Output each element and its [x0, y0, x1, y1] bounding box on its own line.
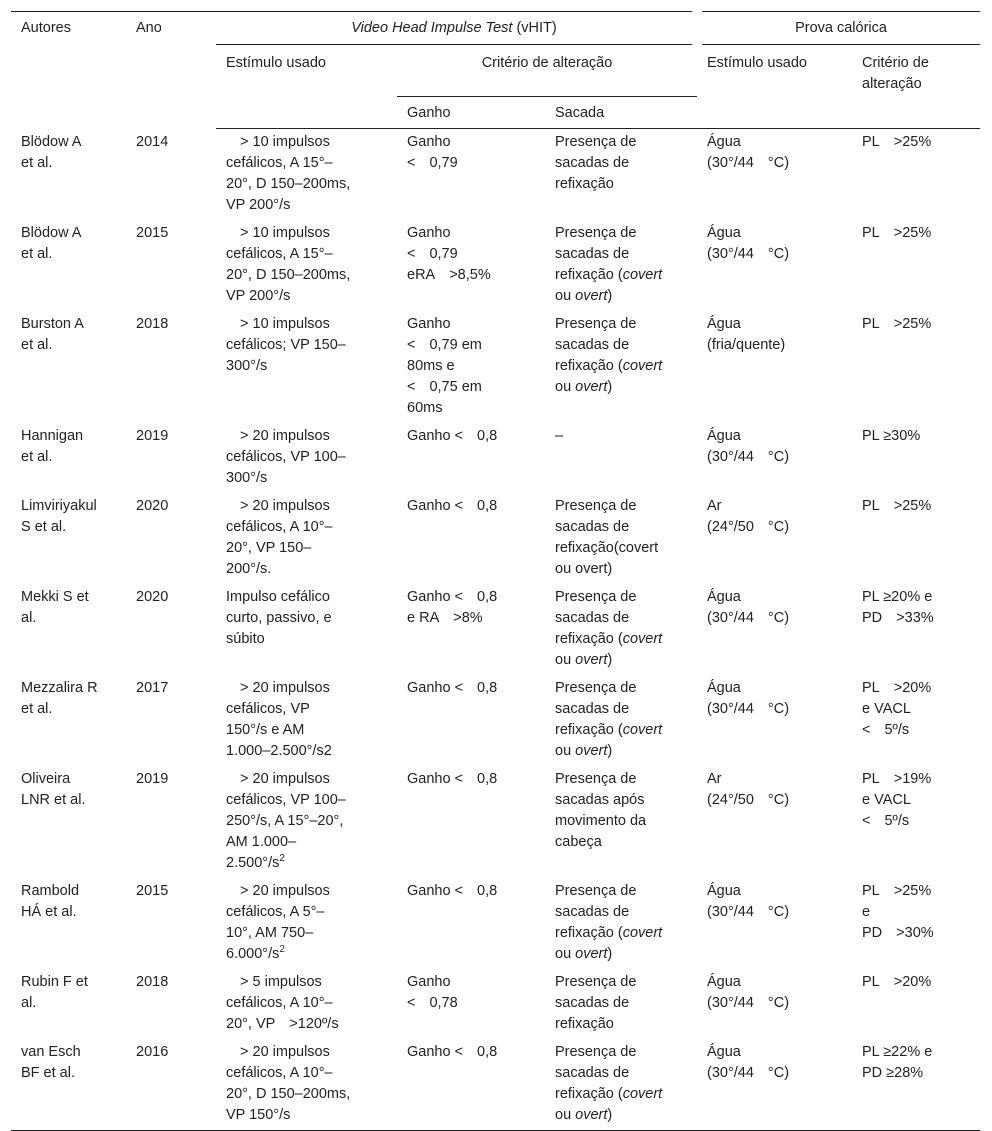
- cell-sacada: Presença de sacadas após movimento da cabeça: [555, 771, 647, 850]
- cell-autores: Blödow A et al.: [21, 225, 82, 262]
- table-header: [11, 12, 980, 129]
- cell-ganho: Ganho < 0,8 e RA >8%: [407, 589, 498, 626]
- header-criterio-alteracao: Critério de alteração: [397, 45, 697, 97]
- cell-estimulo: > 10 impulsos cefálicos, A 15°– 20°, D 150–200ms, VP 200°/s: [226, 134, 351, 213]
- cell-sacada: Presença de sacadas de refixação (covert ou overt): [555, 883, 663, 962]
- cell-autores: Rambold HÁ et al.: [21, 883, 80, 920]
- cell-estimulo-calorica: Água (30°/44 °C): [707, 589, 790, 626]
- cell-sacada: Presença de sacadas de refixação(covert ou overt): [555, 498, 659, 577]
- cell-sacada: Presença de sacadas de refixação: [555, 134, 637, 192]
- table-row: [11, 220, 980, 311]
- cell-estimulo: > 10 impulsos cefálicos, A 15°– 20°, D 150–200ms, VP 200°/s: [226, 225, 351, 304]
- cell-autores: Blödow A et al.: [21, 133, 82, 171]
- cell-estimulo: > 10 impulsos cefálicos; VP 150– 300°/s: [226, 316, 346, 374]
- cell-ano: 2020: [136, 498, 169, 514]
- header-estimulo-calorica: Estímulo usado: [697, 45, 852, 129]
- cell-estimulo: > 20 impulsos cefálicos, A 10°– 20°, VP 150– 200°/s.: [226, 498, 333, 577]
- cell-ano: 2015: [136, 225, 169, 241]
- cell-estimulo-calorica: Água (30°/44 °C): [707, 680, 790, 717]
- cell-autores: Oliveira LNR et al.: [21, 771, 86, 808]
- cell-ano: 2018: [136, 974, 169, 990]
- header-prova-calorica: Prova calórica: [697, 12, 980, 45]
- header-ano: Ano: [136, 12, 216, 129]
- cell-autores: Mekki S et al.: [21, 589, 89, 626]
- cell-estimulo: > 20 impulsos cefálicos, VP 150°/s e AM 1.000–2.500°/s2: [226, 680, 332, 759]
- cell-estimulo-calorica: Ar (24°/50 °C): [707, 771, 790, 808]
- cell-ano: 2018: [136, 316, 169, 332]
- cell-criterio-calorica: PL >25% e PD >30%: [862, 883, 934, 941]
- cell-ganho: Ganho < 0,79: [407, 134, 458, 171]
- header-criterio-calorica: Critério de alteração: [852, 45, 980, 129]
- cell-ganho: Ganho < 0,79 eRA >8,5%: [407, 225, 491, 283]
- cell-autores: Hannigan et al.: [21, 428, 84, 465]
- cell-ganho: Ganho < 0,8: [407, 883, 498, 899]
- cell-criterio-calorica: PL ≥30%: [862, 428, 921, 444]
- header-sacada: Sacada: [545, 97, 697, 129]
- cell-ano: 2015: [136, 883, 169, 899]
- cell-sacada: –: [555, 428, 564, 444]
- cell-sacada: Presença de sacadas de refixação (covert ou overt): [555, 680, 663, 759]
- cell-ano: 2019: [136, 428, 169, 444]
- table-row: [11, 311, 980, 423]
- cell-ganho: Ganho < 0,8: [407, 680, 498, 696]
- cell-criterio-calorica: PL >19% e VACL < 5º/s: [862, 771, 932, 829]
- cell-estimulo: > 20 impulsos cefálicos, A 5°– 10°, AM 750– $6.000^\circ/s^2$: [226, 883, 330, 962]
- cell-ano: 2020: [136, 589, 169, 605]
- cell-ano: 2017: [136, 680, 169, 696]
- table-row: [11, 766, 980, 878]
- table-row: [11, 493, 980, 584]
- cell-criterio-calorica: PL ≥20% e PD >33%: [862, 589, 934, 626]
- table-row: [11, 129, 980, 221]
- cell-autores: Burston A et al.: [21, 316, 84, 353]
- studies-table: [11, 11, 980, 1131]
- cell-ano: 2016: [136, 1039, 216, 1131]
- cell-criterio-calorica: PL >25%: [862, 225, 932, 241]
- table-row: [11, 1039, 980, 1131]
- cell-estimulo: > 20 impulsos cefálicos, VP 100– 300°/s: [226, 428, 346, 486]
- cell-estimulo-calorica: Água (30°/44 °C): [707, 428, 790, 465]
- cell-estimulo-calorica: Ar (24°/50 °C): [707, 498, 790, 535]
- cell-ganho: Ganho < 0,8: [407, 428, 498, 444]
- table-body: [11, 129, 980, 1131]
- cell-estimulo-calorica: Água (30°/44 °C): [707, 974, 790, 1011]
- cell-autores: Mezzalira R et al.: [21, 680, 98, 717]
- header-ganho: Ganho: [397, 97, 545, 129]
- cell-estimulo-calorica: Água (fria/quente): [707, 316, 786, 353]
- cell-sacada: Presença de sacadas de refixação (covert ou overt): [545, 1039, 697, 1131]
- cell-criterio-calorica: PL ≥22% e PD ≥28%: [852, 1039, 980, 1131]
- cell-criterio-calorica: PL >25%: [862, 316, 932, 332]
- cell-autores: van Esch BF et al.: [11, 1039, 136, 1131]
- cell-estimulo: > 20 impulsos cefálicos, A 10°– 20°, D 150–200ms, VP 150°/s: [216, 1039, 397, 1131]
- cell-sacada: Presença de sacadas de refixação (covert ou overt): [555, 316, 663, 395]
- table-row: [11, 969, 980, 1039]
- cell-estimulo-calorica: Água (30°/44 °C): [707, 134, 790, 171]
- header-estimulo-usado: Estímulo usado: [216, 45, 397, 129]
- table-row: [11, 584, 980, 675]
- cell-ganho: Ganho < 0,8: [407, 771, 498, 787]
- cell-sacada: Presença de sacadas de refixação: [555, 974, 637, 1032]
- cell-ganho: Ganho < 0,8: [397, 1039, 545, 1131]
- cell-estimulo-calorica: Água (30°/44 °C): [707, 883, 790, 920]
- cell-ganho: Ganho < 0,8: [407, 498, 498, 514]
- cell-autores: Rubin F et al.: [21, 974, 88, 1011]
- cell-estimulo-calorica: Água (30°/44 °C): [707, 225, 790, 262]
- cell-criterio-calorica: PL >20% e VACL < 5º/s: [862, 680, 932, 738]
- cell-estimulo: > 20 impulsos cefálicos, VP 100– 250°/s, A 15°–20°, AM 1.000– $2.500^\circ/s^2$: [226, 771, 346, 871]
- cell-ganho: Ganho < 0,78: [407, 974, 458, 1011]
- table-row: [11, 423, 980, 493]
- table-row: [11, 878, 980, 969]
- header-autores: Autores: [11, 12, 136, 129]
- cell-criterio-calorica: PL >25%: [862, 498, 932, 514]
- cell-criterio-calorica: PL >25%: [862, 134, 932, 150]
- cell-estimulo: Impulso cefálico curto, passivo, e súbito: [226, 589, 332, 647]
- cell-estimulo: > 5 impulsos cefálicos, A 10°– 20°, VP >120º/s: [226, 974, 339, 1032]
- header-vhit: Video Head Impulse Test (vHIT): [216, 12, 697, 45]
- cell-autores: Limviriyakul S et al.: [21, 498, 97, 535]
- cell-sacada: Presença de sacadas de refixação (covert ou overt): [555, 589, 663, 668]
- cell-ano: 2014: [136, 133, 169, 150]
- cell-estimulo-calorica: Água (30°/44 °C): [697, 1039, 852, 1131]
- cell-criterio-calorica: PL >20%: [862, 974, 932, 990]
- cell-sacada: Presença de sacadas de refixação (covert ou overt): [555, 225, 663, 304]
- cell-ano: 2019: [136, 771, 169, 787]
- table-row: [11, 675, 980, 766]
- cell-ganho: Ganho < 0,79 em 80ms e < 0,75 em 60ms: [407, 316, 482, 416]
